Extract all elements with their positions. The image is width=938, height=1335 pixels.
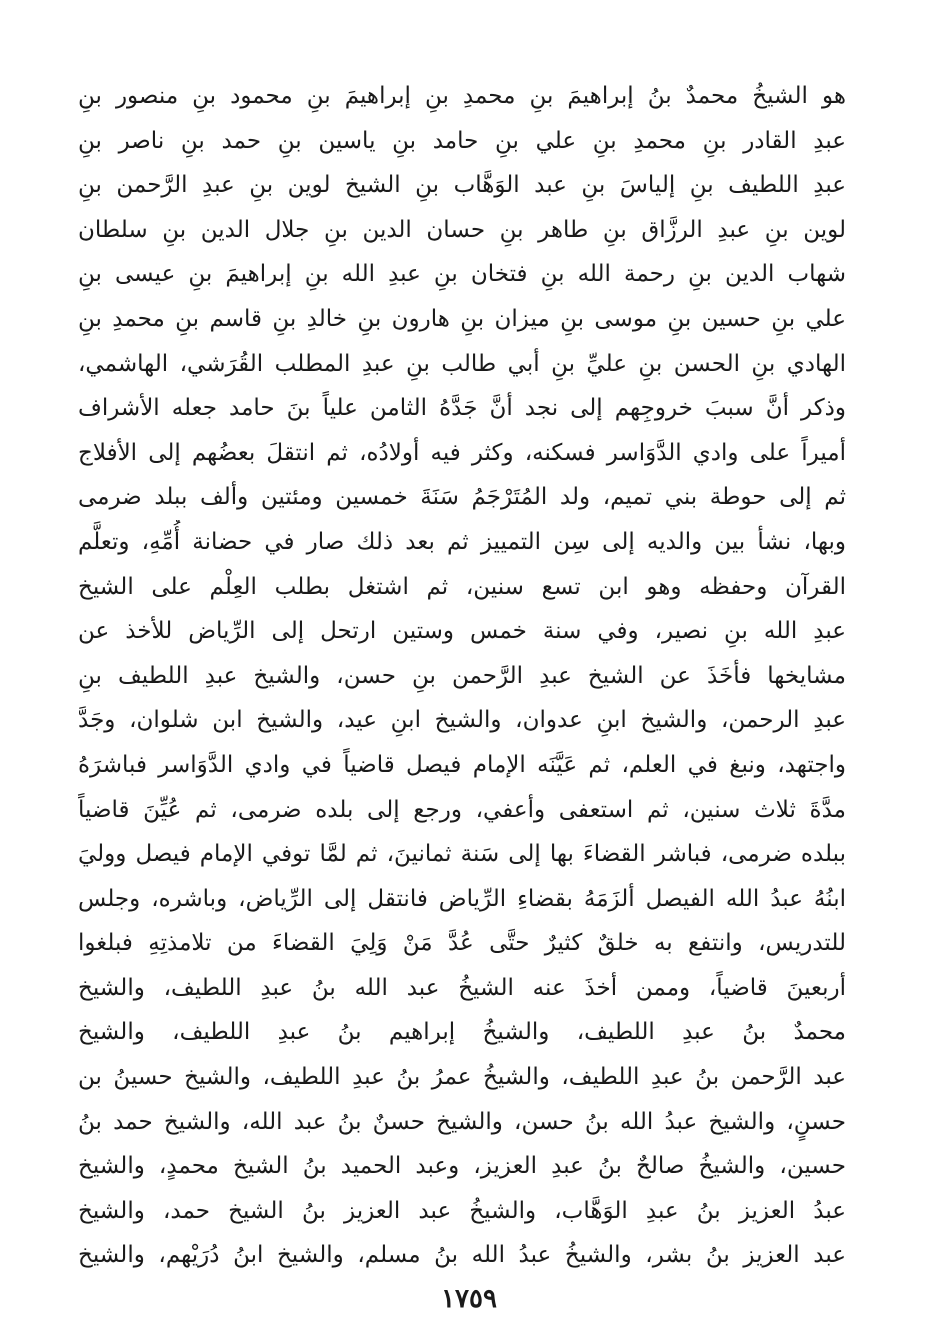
text-line: واجتهد، ونبغ في العلم، ثم عَيَّنَه الإمام فيصل قاضياً في وادي الدَّوَاسر فباشرَهُ [78,751,846,778]
text-line: ببلده ضرمى، فباشر القضاءَ بها إلى سَنة ثمانينَ، ثم لمَّا توفي الإمام فيصل ووليَ [78,841,846,868]
text-line: لوين بنِ عبدِ الرزَّاق بنِ طاهر بنِ حسان الدين بنِ جلال الدين بنِ سلطان [78,216,846,243]
text-line: عبدِ الرحمن، والشيخ ابنِ عدوان، والشيخ ابنِ عيد، والشيخ ابن شلوان، وجَدَّ [78,707,846,734]
text-line: وبها، نشأ بين والديه إلى سِن التمييز ثم بعد ذلك صار في حضانة أُمِّهِ، وتعلَّم [78,528,846,555]
text-line: عبدِ اللطيف بنِ إلياسَ بنِ عبد الوَهَّاب بنِ الشيخ لوين بنِ عبدِ الرَّحمن بنِ [78,172,846,199]
text-line: وذكر أنَّ سببَ خروجِهم إلى نجد أنَّ جَدَّهُ الثامن علياً بنَ حامد جعله الأشراف [78,395,846,422]
body-text [78,74,846,1278]
text-line: محمدٌ بنُ عبدِ اللطيف، والشيخُ إبراهيم بنُ عبدِ اللطيف، والشيخ [78,1019,846,1046]
text-line: حسين، والشيخُ صالحٌ بنُ عبدِ العزيز، وعبد الحميد بنُ الشيخ محمدٍ، والشيخ [78,1153,846,1180]
text-line: عبدِ الله بنِ نصير، وفي سنة خمس وستين ارتحل إلى الرِّياض للأخذ عن [78,618,846,645]
text-line: القرآن وحفظه وهو ابن تسع سنين، ثم اشتغل بطلب العِلْم على الشيخ [78,573,846,600]
text-line: ابنُهُ عبدُ الله الفيصل ألزَمَهُ بقضاءِ الرِّياض فانتقل إلى الرِّياض، وباشره، وجلس [78,885,846,912]
page-number: ١٧٥٩ [441,1284,497,1314]
text-line: هو الشيخُ محمدٌ بنُ إبراهيمَ بنِ محمدِ بنِ إبراهيمَ بنِ محمود بنِ منصور بنِ [78,83,846,109]
text-line: الهادي بنِ الحسن بنِ عليِّ بنِ أبي طالب بنِ عبدِ المطلب القُرَشي، الهاشمي، [78,350,846,377]
text-line: عبدِ القادر بنِ محمدِ بنِ علي بنِ حامد بنِ ياسين بنِ حمد بنِ ناصر بنِ [78,127,846,154]
text-line: ثم إلى حوطة بني تميم، ولد المُتَرْجَمُ سَنَةَ خمسين ومئتين وألف ببلد ضرمى [78,484,846,511]
text-line: مدَّةَ ثلاث سنين، ثم استعفى وأعفي، ورجع إلى بلده ضرمى، ثم عُيِّنَ قاضياً [78,796,846,823]
text-line: للتدريس، وانتفع به خلقٌ كثيرٌ حتَّى عُدَّ مَنْ وَلِيَ القضاءَ من تلامذتِهِ فبلغوا [78,930,846,957]
text-line: حسنٍ، والشيخ عبدُ الله بنُ حسن، والشيخ حسنٌ بنُ عبد الله، والشيخ حمد بنُ [78,1108,846,1135]
text-line: علي بنِ حسين بنِ موسى بنِ ميزان بنِ هارون بنِ خالدِ بنِ قاسم بنِ محمدِ بنِ [78,305,846,332]
text-line: مشايخها فأخَذَ عن الشيخ عبدِ الرَّحمن بنِ حسن، والشيخ عبدِ اللطيف بنِ [78,662,846,689]
text-line: عبد الرَّحمن بنُ عبدِ اللطيف، والشيخُ عمرُ بنُ عبدِ اللطيف، والشيخ حسينُ بن [78,1064,846,1091]
text-line: أربعينَ قاضياً، وممن أخذَ عنه الشيخُ عبد الله بنُ عبدِ اللطيف، والشيخ [78,974,846,1001]
text-line: شهاب الدين بنِ رحمة الله بنِ فتخان بنِ عبدِ الله بنِ إبراهيمَ بنِ عيسى بنِ [78,261,846,288]
text-line: عبدُ العزيز بنُ عبدِ الوَهَّاب، والشيخُ عبد العزيز بنُ الشيخ حمد، والشيخ [78,1197,846,1224]
text-line: عبد العزيز بنُ بشر، والشيخُ عبدُ الله بنُ مسلم، والشيخ ابنُ دُرَيْهم، والشيخ [78,1242,846,1269]
text-line: أميراً على وادي الدَّوَاسر فسكنه، وكثر فيه أولادُه، ثم انتقلَ بعضُهم إلى الأفلاج [78,439,846,466]
